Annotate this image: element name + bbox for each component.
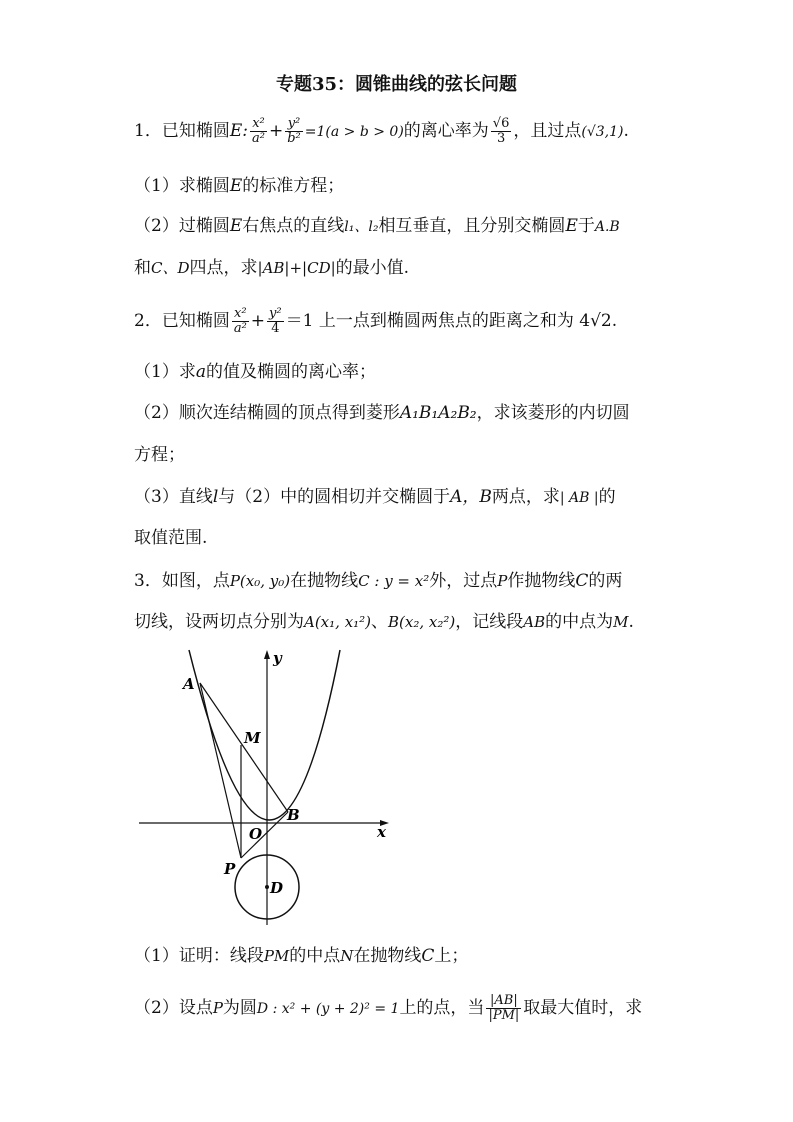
text: 上的点，当 [399, 998, 485, 1018]
label-d: D [270, 879, 284, 897]
math-expr: | AB | [559, 490, 599, 506]
text: ，求该菱形的内切圆 [476, 403, 630, 423]
math-var: C [575, 571, 589, 591]
frac-num: y² [285, 117, 303, 132]
math-expr: √2 [590, 311, 612, 331]
text: （1）求 [134, 362, 196, 382]
problem-2-q2 [134, 398, 630, 428]
math-var: P [497, 572, 508, 590]
text: 于 [577, 216, 595, 236]
text: 上； [434, 946, 469, 966]
frac-num: x² [250, 117, 267, 132]
text: （2）设点 [134, 998, 213, 1018]
text: ，记线段 [455, 612, 524, 632]
math-expr: =1(a > b > 0) [304, 124, 404, 140]
text: ，且过点 [513, 121, 582, 141]
text: 四点，求 [189, 258, 258, 278]
math-expr: P(x₀, y₀) [229, 572, 291, 590]
text: 作抛物线 [507, 571, 576, 591]
problem-number: 3． [134, 571, 162, 591]
problem-2-q2-cont [134, 440, 185, 470]
text: 右焦点的直线 [242, 216, 345, 236]
math-expr: C : y = x² [358, 572, 430, 590]
problem-3-stem-cont [134, 607, 634, 637]
text: . [611, 311, 618, 331]
center-d-dot [265, 885, 269, 889]
text: 已知椭圆 [161, 311, 230, 331]
math-var: E [229, 216, 243, 236]
page-title: 专题35：圆锥曲线的弦长问题 [275, 74, 518, 95]
text: 的最小值. [335, 258, 410, 278]
text: 切线，设两切点分别为 [134, 612, 304, 632]
math-var: N [340, 947, 354, 965]
text: 在抛物线 [290, 571, 359, 591]
problem-3-stem [134, 566, 622, 596]
problem-3-q1 [134, 941, 468, 971]
text: 的两 [588, 571, 623, 591]
problem-1-q2-cont [134, 253, 409, 283]
math-expr: B(x₂, x₂²) [388, 613, 456, 631]
text: 和 [134, 258, 151, 278]
math-expr: A₁B₁A₂B₂ [399, 403, 477, 423]
fraction [491, 117, 512, 146]
text: 的离心率为 [403, 121, 489, 141]
math-expr: PM [263, 947, 290, 965]
parabola-figure [134, 645, 399, 930]
text: 在抛物线 [353, 946, 422, 966]
frac-den: a² [233, 321, 247, 336]
fraction [250, 117, 267, 146]
problem-3-q2 [134, 993, 642, 1024]
label-p: P [224, 860, 236, 878]
label-a: A [183, 675, 195, 693]
math-expr: A(x₁, x₁²) [304, 613, 372, 631]
text: （3）直线 [134, 487, 213, 507]
math-expr: A.B [594, 219, 620, 235]
problem-2-q3 [134, 482, 616, 513]
text: 相互垂直，且分别交椭圆 [378, 216, 566, 236]
math-expr: (√3,1) [581, 124, 624, 140]
math-expr: |AB|+|CD| [257, 259, 336, 277]
parabola-diagram [134, 645, 399, 930]
math-var: a [195, 362, 206, 382]
text: 的值及椭圆的离心率； [205, 362, 376, 382]
math-expr: D : x² + (y + 2)² = 1 [256, 1001, 400, 1017]
math-var: l [212, 487, 219, 507]
problem-1-q1 [134, 171, 344, 201]
problem-2-stem [134, 306, 617, 336]
text: 的标准方程； [242, 176, 345, 196]
frac-den: a² [251, 131, 265, 146]
text: 为圆 [222, 998, 257, 1018]
math-expr: AB [523, 613, 546, 631]
label-b: B [287, 806, 300, 824]
text: 取值范围. [134, 528, 208, 548]
frac-num: |AB| [486, 994, 521, 1009]
problem-1-stem [134, 116, 629, 147]
math-var: P [212, 999, 223, 1017]
frac-den: |PM| [488, 1008, 520, 1023]
math-var: E [229, 121, 243, 141]
text: （2）顺次连结椭圆的顶点得到菱形 [134, 403, 400, 423]
text: 、 [371, 612, 389, 632]
text: 的中点 [289, 946, 341, 966]
label-x: x [377, 823, 386, 841]
text: . [623, 121, 629, 141]
math-var: E [565, 216, 578, 236]
problem-2-q3-cont [134, 523, 207, 553]
text: ＝1 上一点到椭圆两焦点的距离之和为 4 [285, 311, 591, 331]
text: （1）证明：线段 [134, 946, 264, 966]
math-var: C [421, 946, 435, 966]
text: 方程； [134, 445, 185, 465]
label-y: y [273, 649, 282, 667]
line-pa [200, 683, 241, 858]
fraction [486, 994, 521, 1023]
text: . [628, 612, 634, 632]
problem-number: 1． [134, 121, 162, 141]
math-sym: + [268, 121, 284, 141]
problem-2-q1 [134, 357, 376, 387]
fraction [267, 307, 284, 336]
frac-den: b² [287, 131, 301, 146]
text: （2）过椭圆 [134, 216, 230, 236]
text: 两点，求 [491, 487, 560, 507]
math-expr: C、D [151, 259, 190, 277]
text: （1）求椭圆 [134, 176, 230, 196]
frac-den: 4 [271, 321, 280, 336]
fraction [285, 117, 303, 146]
math-var: M [613, 613, 629, 631]
problem-number: 2． [134, 311, 162, 331]
frac-num: y² [269, 306, 282, 321]
line-ab [200, 683, 288, 812]
math-sym: : [242, 121, 248, 141]
text: 取最大值时，求 [523, 998, 643, 1018]
text: 与（2）中的圆相切并交椭圆于 [218, 487, 451, 507]
math-sym: + [250, 311, 266, 331]
text: 如图，点 [161, 571, 230, 591]
frac-den: 3 [496, 131, 506, 146]
math-expr: A，B [450, 487, 492, 507]
frac-num: √6 [492, 116, 510, 131]
text: 的中点为 [545, 612, 614, 632]
math-var: E [229, 176, 243, 196]
math-expr: l₁、l₂ [344, 219, 379, 235]
label-m: M [244, 729, 261, 747]
label-o: O [249, 825, 263, 843]
fraction [232, 307, 249, 336]
problem-1-q2 [134, 211, 620, 242]
frac-num: x² [232, 307, 249, 322]
text: 已知椭圆 [161, 121, 230, 141]
y-axis-arrow [264, 650, 270, 659]
text: 的 [598, 487, 616, 507]
text: 外，过点 [429, 571, 498, 591]
